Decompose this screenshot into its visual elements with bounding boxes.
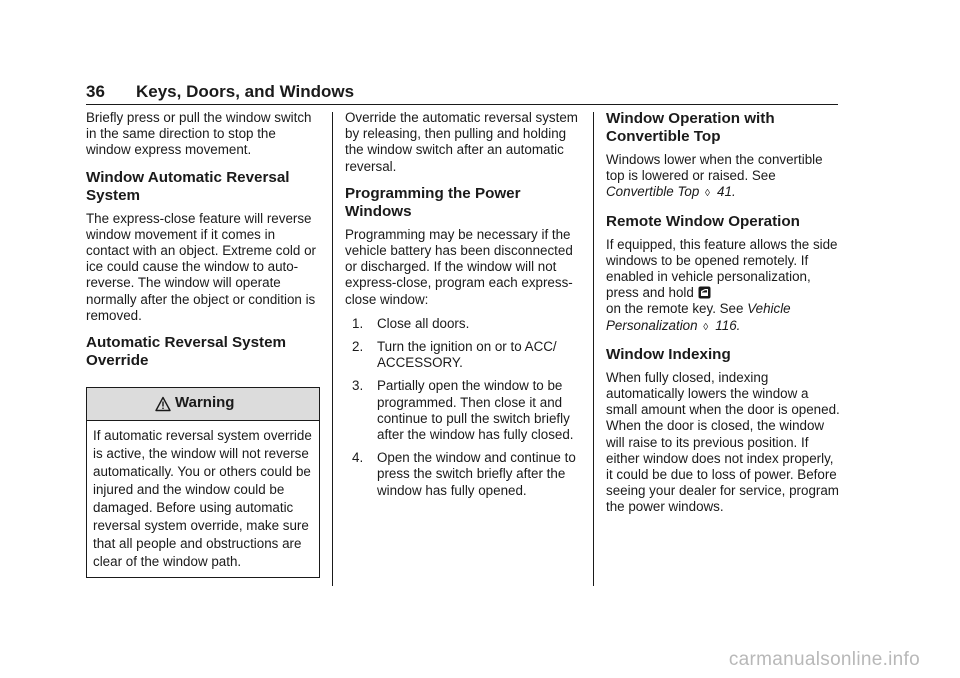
- list-item: 2. Turn the ignition on or to ACC/ ACCESSORY.: [352, 339, 557, 371]
- warning-triangle-icon: [155, 396, 171, 412]
- list-item: 3. Partially open the window to be programmed. Then close it and continue to pull the switch briefly after the window has fully closed.: [352, 378, 574, 443]
- indexing-paragraph: When fully closed, indexing automatically lowers the window a small amount when the door is opened. When the door is closed, the window will raise to its previous position. If either window does not index properly, it could be due to loss of power. Before seeing your dealer for service, program the power windows.: [606, 369, 840, 515]
- cross-reference-page[interactable]: 116: [715, 317, 737, 333]
- column-divider: [332, 112, 333, 586]
- cross-reference-page[interactable]: 41: [717, 184, 732, 200]
- column-2: [345, 110, 581, 506]
- warning-box: [86, 387, 320, 578]
- remote-paragraph: If equipped, this feature allows the side windows to be opened remotely. If enabled in vehicle personalization, press and hold on the remote key. See Vehicle Personalization ◊ 116.: [606, 237, 842, 336]
- cross-reference-link[interactable]: Vehicle Personalization: [606, 301, 791, 333]
- column-divider: [593, 112, 594, 586]
- heading-window-automatic-reversal: Window Automatic Reversal System: [86, 168, 290, 204]
- page-header: [86, 82, 838, 105]
- heading-reversal-override: Automatic Reversal System Override: [86, 334, 287, 370]
- page-reference-arrow-icon: ◊: [705, 188, 710, 200]
- convertible-paragraph: Windows lower when the convertible top is lowered or raised. See Convertible Top ◊ 41.: [606, 152, 842, 203]
- heading-convertible-top: Window Operation with Convertible Top: [606, 110, 775, 145]
- column-3: [606, 110, 842, 516]
- warning-title: Warning: [175, 394, 235, 412]
- column-1: [86, 110, 320, 578]
- page-title: Keys, Doors, and Windows: [136, 82, 355, 101]
- warning-text: If automatic reversal system override is active, the window will not reverse automatically. You or others could be injured and the window could be damaged. Before using automatic reversal system override, make sure that all people and obstructions are clear of the window path.: [93, 428, 312, 570]
- heading-programming-power-windows: Programming the Power Windows: [345, 184, 521, 220]
- list-item: 4. Open the window and continue to press the switch briefly after the window has fully opened.: [352, 450, 576, 498]
- remote-window-key-icon: [698, 286, 711, 299]
- watermark: carmanualsonline.info: [728, 649, 920, 670]
- page-number: 36: [86, 82, 105, 101]
- heading-window-indexing: Window Indexing: [606, 345, 731, 363]
- cross-reference-link[interactable]: Convertible Top: [606, 184, 700, 200]
- auto-reversal-paragraph: The express-close feature will reverse window movement if it comes in contact with an object. Extreme cold or ice could cause the window to auto-reverse. The window will operate normally after the object or condition is removed.: [86, 210, 316, 323]
- heading-remote-window-operation: Remote Window Operation: [606, 212, 800, 230]
- warning-header: [87, 388, 319, 421]
- override-paragraph: Override the automatic reversal system by releasing, then pulling and holding the window switch after an automatic reversal.: [345, 110, 578, 174]
- programming-paragraph: Programming may be necessary if the vehicle battery has been disconnected or discharged. If the window will not express-close, program each express-close window:: [345, 226, 573, 307]
- programming-steps: [345, 316, 581, 499]
- list-item: 1. Close all doors.: [352, 315, 470, 331]
- intro-paragraph: Briefly press or pull the window switch in the same direction to stop the window express movement.: [86, 110, 312, 158]
- page-reference-arrow-icon: ◊: [703, 321, 709, 333]
